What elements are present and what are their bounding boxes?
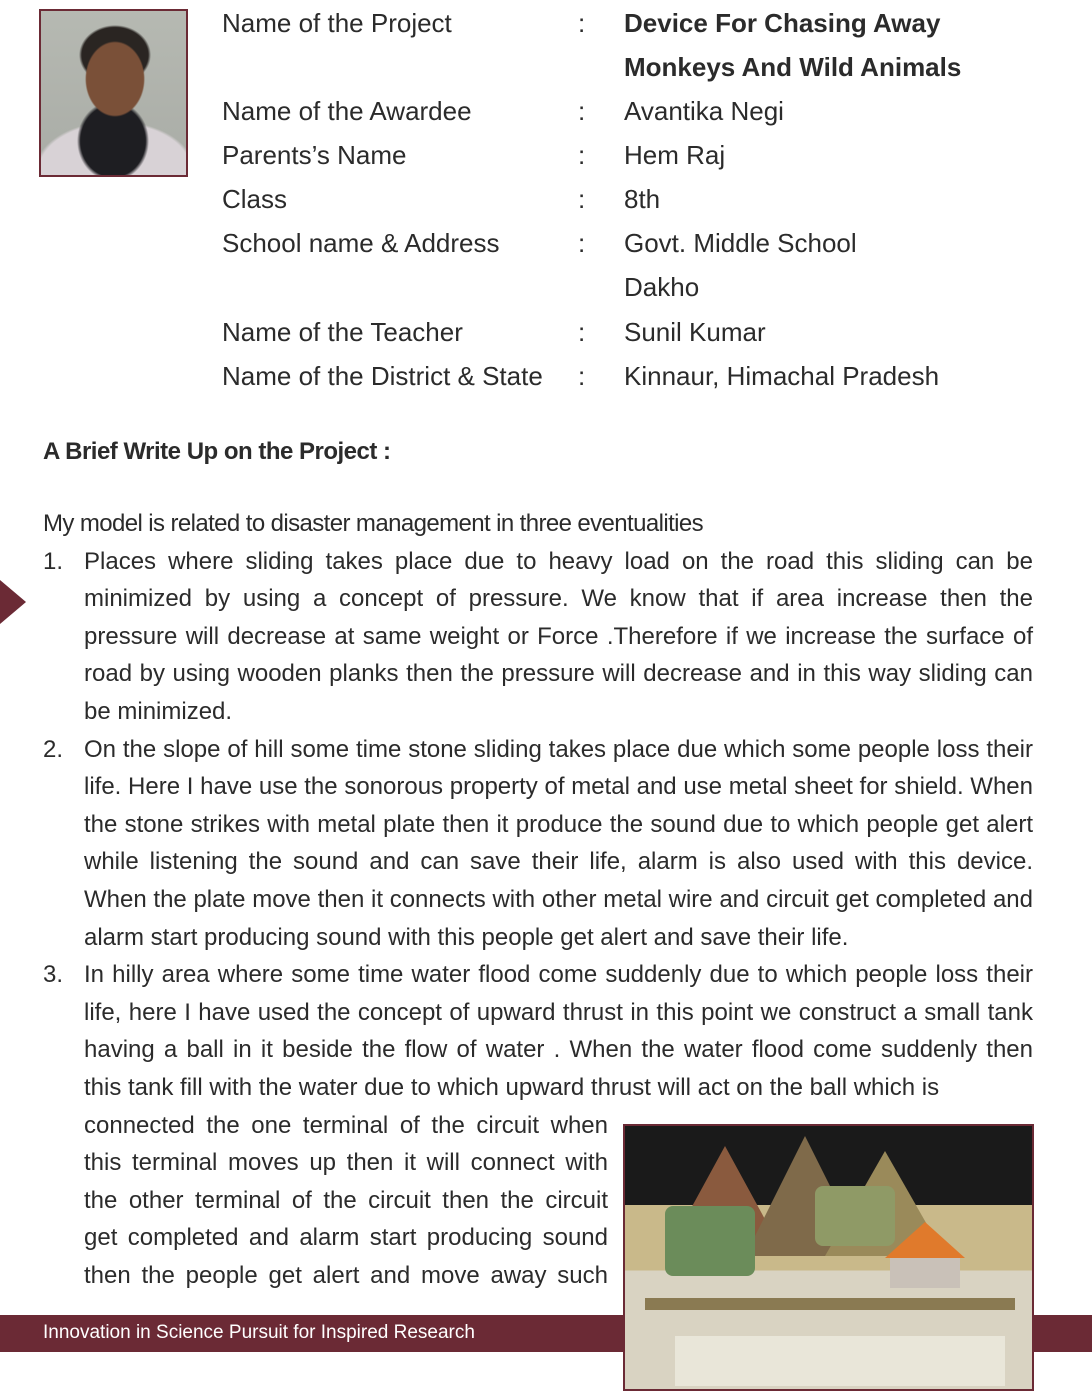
house-roof-shape: [885, 1222, 965, 1258]
base-board-shape: [675, 1336, 1005, 1386]
page-marker-arrow-icon: [0, 580, 26, 624]
value-project-name-line1: Device For Chasing Away: [624, 8, 941, 38]
colon: :: [578, 228, 586, 258]
list-item-text: In hilly area where some time water flood come suddenly due to which people loss their life, here I have used the concept of upward thrust in this point we construct a small tank having a ball in it beside the flow of water . When the water flood come suddenly then this tank fill with the water due to which upward thrust will act on the ball which is: [84, 961, 1033, 1101]
value-project-name-line2: Monkeys And Wild Animals: [624, 52, 962, 82]
awardee-photo: [39, 9, 188, 177]
list-number: 2.: [43, 735, 64, 763]
value-school-line2: Dakho: [624, 272, 700, 302]
value-awardee: Avantika Negi: [624, 96, 784, 126]
colon: :: [578, 361, 586, 391]
colon: :: [578, 184, 586, 214]
label-parents: Parents’s Name: [222, 140, 407, 170]
value-district: Kinnaur, Himachal Pradesh: [624, 361, 940, 391]
colon: :: [578, 317, 586, 347]
value-class: 8th: [624, 184, 661, 214]
tree-shape: [815, 1186, 895, 1246]
list-item-text: Places where sliding takes place due to heavy load on the road this sliding can be minimized by using a concept of pressure. We know that if area increase then the pressure will decrease at same weight or Force .Therefore if we increase the surface of road by using wooden planks then the pressure will decrease and in this way sliding can be minimized.: [84, 547, 1033, 725]
model-photo: [623, 1124, 1034, 1391]
house-shape: [890, 1258, 960, 1288]
list-item: [43, 731, 1033, 957]
label-awardee: Name of the Awardee: [222, 96, 472, 126]
list-item: [43, 543, 1033, 731]
value-parents: Hem Raj: [624, 140, 726, 170]
road-shape: [645, 1298, 1015, 1310]
label-project-name: Name of the Project: [222, 8, 452, 38]
label-class: Class: [222, 184, 288, 214]
writeup-intro: My model is related to disaster management in three eventualities: [43, 510, 704, 537]
label-teacher: Name of the Teacher: [222, 317, 463, 347]
colon: :: [578, 140, 586, 170]
list-item-text: On the slope of hill some time stone sliding takes place due which some people loss their life. Here I have use the sonorous property of metal and use metal sheet for shield. When the stone strikes with metal plate then it produce the sound due to which people get alert while listening the sound and can save their life, alarm is also used with this device. When the plate move then it connects with other metal wire and circuit get completed and alarm start producing sound with this people get alert and save their life.: [84, 735, 1033, 951]
tree-shape: [665, 1206, 755, 1276]
list-item-text-continued: connected the one terminal of the circuit when this terminal moves up then it will connect with the other terminal of the circuit then the circuit get completed and alarm start producing sound then the people get alert and move away such: [84, 1111, 608, 1289]
value-school-line1: Govt. Middle School: [624, 228, 857, 258]
label-district: Name of the District & State: [222, 361, 543, 391]
colon: :: [578, 96, 586, 126]
list-number: 3.: [43, 961, 64, 989]
colon: :: [578, 8, 586, 38]
footer-tagline: Innovation in Science Pursuit for Inspired Research: [43, 1322, 475, 1343]
label-school: School name & Address: [222, 228, 500, 258]
writeup-heading: A Brief Write Up on the Project :: [43, 438, 391, 465]
value-teacher: Sunil Kumar: [624, 317, 766, 347]
list-number: 1.: [43, 547, 64, 575]
